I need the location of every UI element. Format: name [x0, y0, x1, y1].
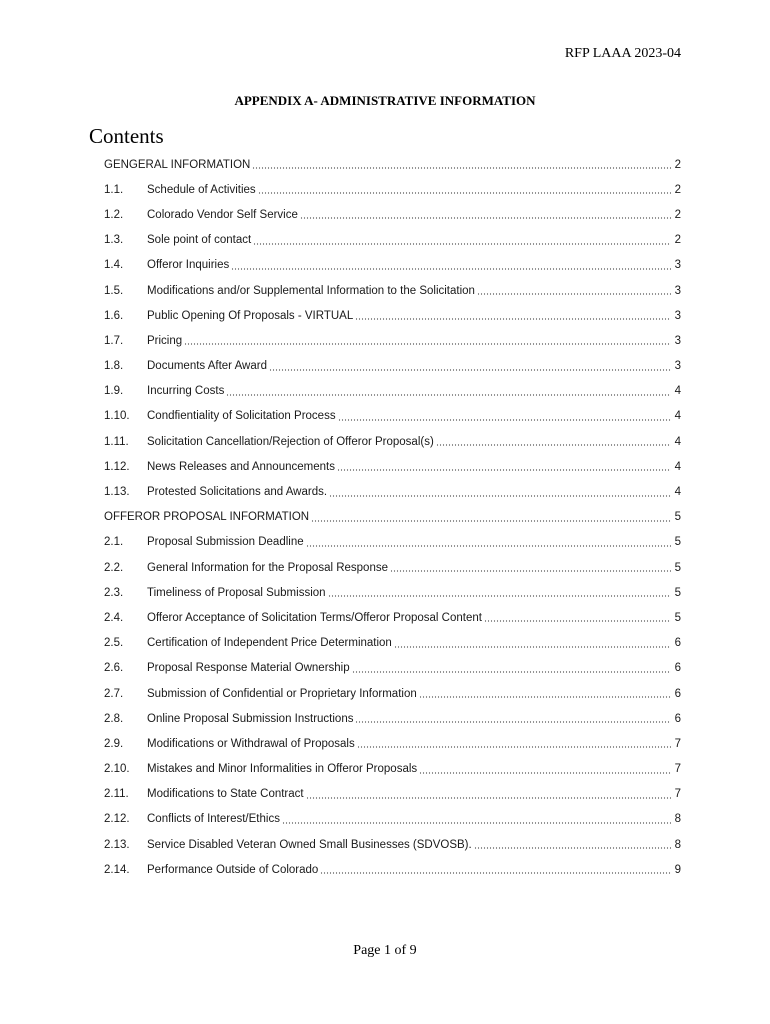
toc-entry[interactable] — [104, 530, 681, 555]
toc-entry-number: 1.7. — [104, 334, 124, 347]
dot-leader — [328, 595, 671, 597]
toc-entry-title: Modifications or Withdrawal of Proposals — [147, 737, 355, 750]
dot-leader — [338, 419, 671, 421]
toc-entry[interactable] — [104, 278, 681, 303]
dot-leader — [253, 243, 671, 245]
toc-entry-page: 7 — [674, 763, 681, 776]
toc-entry-number: 2.13. — [104, 838, 130, 851]
dot-leader — [419, 696, 671, 698]
dot-leader — [258, 192, 671, 194]
toc-entry-page: 8 — [674, 813, 681, 826]
toc-entry-title: Pricing — [147, 334, 183, 347]
dot-leader — [355, 721, 671, 723]
toc-entry[interactable] — [104, 782, 681, 807]
toc-entry[interactable] — [104, 152, 681, 177]
toc-entry-number: 2.4. — [104, 611, 124, 624]
toc-entry-title: Incurring Costs — [147, 385, 225, 398]
toc-entry-title: Public Opening Of Proposals - VIRTUAL — [147, 309, 354, 322]
toc-entry-page: 6 — [674, 712, 681, 725]
toc-entry[interactable] — [104, 379, 681, 404]
toc-entry-page: 2 — [674, 208, 681, 221]
toc-entry-number: 1.10. — [104, 410, 130, 423]
toc-entry-page: 4 — [674, 410, 681, 423]
toc-entry[interactable] — [104, 631, 681, 656]
contents-heading: Contents — [89, 124, 164, 148]
dot-leader — [320, 872, 671, 874]
dot-leader — [184, 343, 671, 345]
toc-entry-page: 4 — [674, 460, 681, 473]
dot-leader — [474, 847, 671, 849]
toc-entry-title: Offeror Inquiries — [147, 259, 230, 272]
toc-entry-page: 3 — [674, 284, 681, 297]
toc-entry[interactable] — [104, 681, 681, 706]
toc-entry-number: 1.8. — [104, 360, 124, 373]
toc-entry[interactable] — [104, 303, 681, 328]
dot-leader — [477, 293, 671, 295]
toc-entry-page: 7 — [674, 737, 681, 750]
toc-entry-number: 2.12. — [104, 813, 130, 826]
toc-entry[interactable] — [104, 454, 681, 479]
toc-entry-title: Timeliness of Proposal Submission — [147, 586, 326, 599]
toc-entry-number: 1.6. — [104, 309, 124, 322]
toc-entry[interactable] — [104, 857, 681, 882]
toc-entry-number: 2.7. — [104, 687, 124, 700]
toc-entry-number: 1.13. — [104, 486, 130, 499]
toc-entry-title: Sole point of contact — [147, 234, 252, 247]
toc-entry-title: Proposal Submission Deadline — [147, 536, 304, 549]
toc-entry[interactable] — [104, 706, 681, 731]
toc-entry-page: 6 — [674, 637, 681, 650]
toc-entry-page: 5 — [674, 611, 681, 624]
dot-leader — [390, 570, 671, 572]
toc-entry-title: Service Disabled Veteran Owned Small Businesses (SDVOSB). — [147, 838, 472, 851]
dot-leader — [311, 520, 671, 522]
toc-entry[interactable] — [104, 253, 681, 278]
toc-entry-number: 1.1. — [104, 183, 124, 196]
toc-entry-page: 8 — [674, 838, 681, 851]
toc-entry-number: 2.2. — [104, 561, 124, 574]
toc-entry-number: 2.10. — [104, 763, 130, 776]
dot-leader — [337, 469, 671, 471]
toc-entry-page: 4 — [674, 435, 681, 448]
toc-entry-number: 1.9. — [104, 385, 124, 398]
dot-leader — [252, 167, 671, 169]
dot-leader — [394, 646, 671, 648]
dot-leader — [329, 495, 671, 497]
toc-entry-page: 9 — [674, 863, 681, 876]
toc-entry[interactable] — [104, 832, 681, 857]
toc-entry-page: 7 — [674, 788, 681, 801]
toc-entry-title: Submission of Confidential or Proprietary Information — [147, 687, 417, 700]
toc-entry-page: 5 — [674, 561, 681, 574]
toc-entry[interactable] — [104, 177, 681, 202]
dot-leader — [357, 746, 671, 748]
toc-entry-number: 1.12. — [104, 460, 130, 473]
toc-entry[interactable] — [104, 354, 681, 379]
dot-leader — [306, 545, 671, 547]
document-reference: RFP LAAA 2023-04 — [564, 46, 681, 61]
toc-entry[interactable] — [104, 656, 681, 681]
toc-entry-page: 5 — [674, 536, 681, 549]
dot-leader — [352, 671, 671, 673]
toc-entry-page: 5 — [674, 511, 681, 524]
page-number: Page 1 of 9 — [353, 943, 417, 958]
toc-entry-title: Documents After Award — [147, 360, 267, 373]
toc-entry-page: 2 — [674, 183, 681, 196]
table-of-contents — [104, 152, 681, 882]
dot-leader — [484, 620, 671, 622]
toc-entry[interactable] — [104, 429, 681, 454]
toc-entry-page: 3 — [674, 259, 681, 272]
toc-entry[interactable] — [104, 731, 681, 756]
toc-entry-page: 6 — [674, 662, 681, 675]
toc-entry-number: 1.2. — [104, 208, 124, 221]
toc-entry-page: 4 — [674, 385, 681, 398]
toc-entry-number: 1.11. — [104, 435, 129, 448]
toc-entry-title: Online Proposal Submission Instructions — [147, 712, 354, 725]
toc-entry-number: 2.8. — [104, 712, 124, 725]
dot-leader — [355, 318, 671, 320]
toc-entry-title: Performance Outside of Colorado — [147, 863, 319, 876]
toc-entry[interactable] — [104, 505, 681, 530]
toc-entry-title: Colorado Vendor Self Service — [147, 208, 298, 221]
toc-entry-title: Certification of Independent Price Determination — [147, 637, 392, 650]
toc-entry[interactable] — [104, 580, 681, 605]
toc-entry-number: 2.6. — [104, 662, 124, 675]
toc-entry-title: Modifications to State Contract — [147, 788, 304, 801]
toc-entry-title: Solicitation Cancellation/Rejection of Offeror Proposal(s) — [147, 435, 434, 448]
toc-entry-number: 1.4. — [104, 259, 124, 272]
toc-entry-page: 2 — [674, 234, 681, 247]
toc-entry-page: 6 — [674, 687, 681, 700]
toc-entry[interactable] — [104, 328, 681, 353]
toc-entry-number: 2.11. — [104, 788, 129, 801]
toc-entry-page: 3 — [674, 360, 681, 373]
toc-entry[interactable] — [104, 807, 681, 832]
toc-entry[interactable] — [104, 228, 681, 253]
toc-entry[interactable] — [104, 757, 681, 782]
toc-entry[interactable] — [104, 605, 681, 630]
dot-leader — [231, 268, 671, 270]
toc-entry-number: 2.5. — [104, 637, 124, 650]
toc-entry-page: 2 — [674, 158, 681, 171]
toc-entry[interactable] — [104, 404, 681, 429]
toc-entry-title: GENGERAL INFORMATION — [104, 158, 251, 171]
toc-entry-title: Conflicts of Interest/Ethics — [147, 813, 280, 826]
toc-entry-number: 2.14. — [104, 863, 130, 876]
toc-entry-title: Mistakes and Minor Informalities in Offeror Proposals — [147, 763, 418, 776]
dot-leader — [226, 394, 671, 396]
toc-entry-title: General Information for the Proposal Response — [147, 561, 388, 574]
toc-entry-title: Schedule of Activities — [147, 183, 256, 196]
toc-entry-title: Offeror Acceptance of Solicitation Terms/Offeror Proposal Content — [147, 611, 482, 624]
toc-entry-number: 2.1. — [104, 536, 124, 549]
toc-entry[interactable] — [104, 479, 681, 504]
toc-entry-page: 4 — [674, 486, 681, 499]
toc-entry[interactable] — [104, 555, 681, 580]
toc-entry-number: 1.5. — [104, 284, 124, 297]
appendix-title: APPENDIX A- ADMINISTRATIVE INFORMATION — [234, 93, 536, 108]
dot-leader — [419, 772, 671, 774]
toc-entry-number: 2.9. — [104, 737, 124, 750]
dot-leader — [300, 217, 671, 219]
toc-entry-page: 3 — [674, 334, 681, 347]
toc-entry-number: 1.3. — [104, 234, 124, 247]
toc-entry-title: Modifications and/or Supplemental Information to the Solicitation — [147, 284, 475, 297]
toc-entry-title: Condfientiality of Solicitation Process — [147, 410, 336, 423]
toc-entry-title: OFFEROR PROPOSAL INFORMATION — [104, 511, 310, 524]
dot-leader — [282, 822, 671, 824]
dot-leader — [436, 444, 671, 446]
toc-entry[interactable] — [104, 202, 681, 227]
dot-leader — [306, 797, 671, 799]
dot-leader — [269, 369, 671, 371]
toc-entry-title: News Releases and Announcements — [147, 460, 335, 473]
toc-entry-number: 2.3. — [104, 586, 124, 599]
toc-entry-title: Protested Solicitations and Awards. — [147, 486, 328, 499]
toc-entry-title: Proposal Response Material Ownership — [147, 662, 350, 675]
toc-entry-page: 5 — [674, 586, 681, 599]
toc-entry-page: 3 — [674, 309, 681, 322]
